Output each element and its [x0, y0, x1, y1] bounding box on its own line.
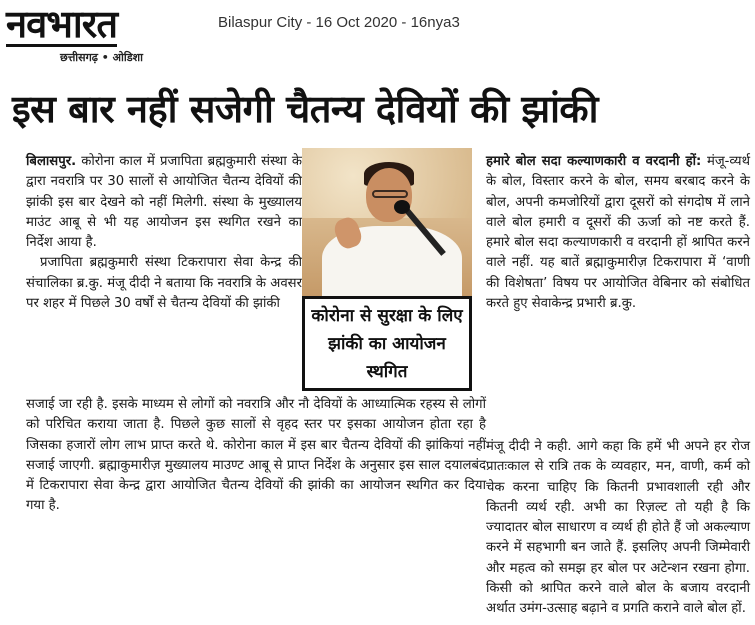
article-column-3	[486, 152, 750, 314]
subhead: हमारे बोल सदा कल्याणकारी व वरदानी हों:	[486, 154, 702, 169]
article-column-1b	[26, 395, 486, 517]
article-column-1	[26, 152, 302, 314]
article-paragraph-3a: मंजू-व्यर्थ के बोल, विस्तार करने के बोल, समय बरबाद करने के बोल, अपनी कमजोरियों द्वारा दूसरों को संगदोष में लाने वाले बोल हमारी व दूसरों की ऊर्जा को नष्ट करते हैं. हमारे बोल सदा कल्याणकारी व वरदानी हों श्रापित करने वाले नहीं. यह बातें ब्रह्माकुमारीज़ टिकरापारा में ‘वाणी की विशेषता’ विषय पर आयोजित वेबिनार को संबोधित करते हुए सेवाकेन्द्र प्रभारी ब्र.कु.	[486, 154, 750, 312]
article-lead: बिलासपुर.	[26, 154, 77, 169]
speaker-photo	[302, 148, 472, 296]
masthead-region: छत्तीसगढ़ • ओडिशा	[60, 51, 143, 64]
article-column-3b	[486, 437, 750, 620]
article-paragraph-1: कोरोना काल में प्रजापिता ब्रह्मकुमारी संस्था के द्वारा नवरात्रि पर 30 सालों से आयोजित चैतन्य देवियों की झांकी इस बार देखने को नहीं मिलेगी. संस्था के मुख्यालय माउंट आबू से भी यह आयोजन इस स्थगित रखने का निर्देश आया है.	[26, 154, 302, 251]
article-paragraph-3b: मंजू दीदी ने कही. आगे कहा कि हमें भी अपने हर रोज प्रातःकाल से रात्रि तक के व्यवहार, मन, वाणी, कर्म को चेक करना चाहिए कि कितनी प्रभावशाली रही और कितनी व्यर्थ रही. अभी का रिज़ल्ट तो यही है कि ज्यादातर बोल साधारण व व्यर्थ ही होते हैं जो अकल्याण करने में सहभागी बन जाते हैं. इसलिए अपनी जिम्मेवारी और महत्व को समझ हर बोल पर अटेन्शन रखना होगा. किसी को श्रापित करने वाले बोल के बजाय वरदानी अर्थात उमंग-उत्साह बढ़ाने व प्रगति कराने वाले बोल हों.	[486, 439, 750, 617]
article-paragraph-2a: प्रजापिता ब्रह्मकुमारी संस्था टिकरापारा सेवा केन्द्र की संचालिका ब्र.कु. मंजू दीदी ने बताया कि नवरात्रि के अवसर पर शहर में पिछले 30 वर्षों से चैतन्य देवियों की झांकी	[26, 255, 302, 312]
article-paragraph-2b: सजाई जा रही है. इसके माध्यम से लोगों को नवरात्रि और नौ देवियों के आध्यात्मिक रहस्य से लोगों को परिचित कराया जाता है. पिछले कुछ सालों से वृहद स्तर पर इसका आयोजन होता रहा है जिसका हजारों लोग लाभ प्राप्त करते थे. कोरोना काल में इस बार चैतन्य देवियों की झांकियां नहीं सजाई जाएगी. ब्रह्माकुमारीज़ मुख्यालय माउण्ट आबू से प्राप्त निर्देश के अनुसार इस साल दयालबंद में टिकरापारा सेवा केन्द्र द्वारा आयोजित चैतन्य देवियों की झांकी का आयोजन स्थगित कर दिया गया है.	[26, 397, 486, 514]
photo-caption: कोरोना से सुरक्षा के लिए झांकी का आयोजन स्थगित	[302, 296, 472, 391]
masthead	[6, 4, 202, 66]
newspaper-logo: नवभारत	[6, 2, 117, 46]
headline: इस बार नहीं सजेगी चैतन्य देवियों की झांकी	[12, 87, 598, 131]
dateline: Bilaspur City - 16 Oct 2020 - 16nya3	[218, 14, 460, 31]
